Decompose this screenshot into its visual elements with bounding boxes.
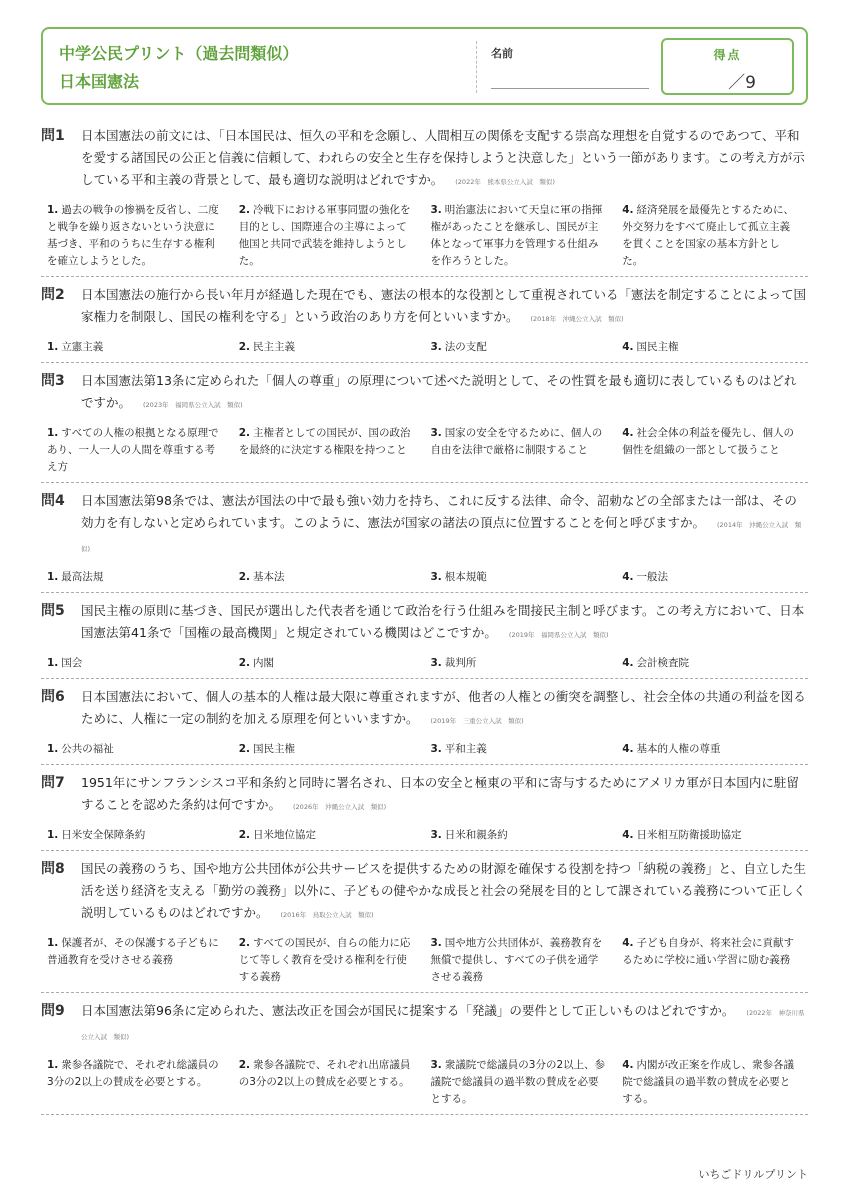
choice-item — [233, 202, 425, 270]
choice-item — [425, 425, 617, 476]
choice-text: 経済発展を最優先とするために、外交努力をすべて廃止して孤立主義を貫くことを国家の基本方針とした。 — [622, 204, 795, 267]
question-item — [41, 277, 808, 363]
choice-text: 明治憲法において天皇に軍の指揮権があったことを継承し、国民が主体となって軍事力を管理する仕組みを作ろうとした。 — [430, 204, 603, 267]
score-value: ／9 — [728, 73, 756, 93]
choice-number: 2. — [238, 1059, 251, 1071]
choice-text: 社会全体の利益を優先し、個人の個性を組織の一部として扱うこと — [622, 427, 795, 456]
choice-text: 衆参各議院で、それぞれ総議員の3分の2以上の賛成を必要とする。 — [47, 1059, 219, 1088]
question-list — [41, 118, 808, 1115]
choice-text: 法の支配 — [444, 341, 487, 353]
choice-item — [425, 202, 617, 270]
choice-item — [616, 425, 808, 476]
choice-text: 根本規範 — [444, 571, 487, 583]
choice-list — [41, 425, 808, 476]
choice-number: 2. — [238, 204, 251, 216]
choice-list — [41, 935, 808, 986]
choice-text: 裁判所 — [444, 657, 477, 669]
choice-text: 内閣 — [253, 657, 275, 669]
choice-item — [425, 569, 617, 586]
question-number: 問3 — [41, 373, 65, 389]
choice-number: 2. — [238, 829, 251, 841]
choice-text: 衆参各議院で、それぞれ出席議員の3分の2以上の賛成を必要とする。 — [238, 1059, 411, 1088]
choice-item — [425, 827, 617, 844]
choice-number: 1. — [47, 743, 59, 755]
question-text: 日本国憲法第98条では、憲法が国法の中で最も強い効力を持ち、これに反する法律、命令、詔勅などの全部または一部は、その効力を有しないと定められています。このように、憲法が国家の諸法の頂点に位置することを何と呼びますか。 — [81, 493, 797, 530]
print-title: 中学公民プリント（過去問類似） — [59, 44, 299, 63]
question-text: 日本国憲法において、個人の基本的人権は最大限に尊重されますが、他者の人権との衝突を調整し、社会全体の共通の利益を図るために、人権に一定の制約を加える原理を何といいますか。 — [81, 689, 806, 726]
choice-number: 4. — [622, 657, 634, 669]
choice-text: 基本法 — [253, 571, 285, 583]
choice-item — [41, 339, 233, 356]
choice-text: 過去の戦争の惨禍を反省し、二度と戦争を繰り返さないという決意に基づき、平和のうちに生存する権利を確立しようとした。 — [47, 204, 219, 267]
choice-number: 1. — [47, 204, 59, 216]
question-source: (2018年 沖縄公立入試 類似) — [530, 315, 624, 323]
footer-brand: いちごドリルプリント — [698, 1168, 808, 1181]
choice-text: 会計検査院 — [636, 657, 690, 669]
choice-number: 2. — [238, 341, 251, 353]
choice-number: 4. — [622, 937, 634, 949]
question-text-block — [81, 1000, 808, 1048]
choice-item — [41, 655, 233, 672]
question-text-block — [81, 284, 808, 330]
choice-number: 1. — [47, 427, 59, 439]
question-source: (2016年 鳥取公立入試 類似) — [280, 911, 374, 919]
choice-item — [41, 741, 233, 758]
choice-item — [233, 741, 425, 758]
choice-number: 4. — [622, 1059, 634, 1071]
choice-number: 2. — [238, 657, 251, 669]
name-label: 名前 — [491, 47, 513, 60]
choice-item — [425, 655, 617, 672]
question-item — [41, 993, 808, 1115]
choice-number: 4. — [622, 204, 634, 216]
choice-item — [616, 655, 808, 672]
choice-text: 公共の福祉 — [61, 743, 114, 755]
choice-item — [425, 1057, 617, 1108]
question-text-block — [81, 125, 808, 193]
choice-item — [616, 339, 808, 356]
choice-number: 4. — [622, 829, 634, 841]
question-source: (2019年 三重公立入試 類似) — [430, 717, 524, 725]
choice-number: 1. — [47, 1059, 59, 1071]
choice-list — [41, 202, 808, 270]
choice-number: 2. — [238, 937, 251, 949]
question-source: (2014年 沖縄公立入試 類似) — [81, 521, 802, 553]
question-text-block — [81, 370, 808, 416]
choice-number: 4. — [622, 571, 634, 583]
choice-text: 日米和親条約 — [444, 829, 508, 841]
choice-item — [616, 569, 808, 586]
choice-text: 民主主義 — [253, 341, 296, 353]
question-source: (2026年 沖縄公立入試 類似) — [293, 803, 387, 811]
choice-item — [41, 202, 233, 270]
question-number: 問4 — [41, 493, 65, 509]
question-source: (2022年 神奈川県公立入試 類似) — [81, 1009, 805, 1041]
print-subtitle: 日本国憲法 — [59, 72, 140, 91]
choice-item — [41, 569, 233, 586]
choice-text: 国家の安全を守るために、個人の自由を法律で厳格に制限すること — [430, 427, 603, 456]
choice-text: 日米地位協定 — [253, 829, 317, 841]
choice-item — [616, 935, 808, 986]
choice-text: すべての国民が、自らの能力に応じて等しく教育を受ける権利を行使する義務 — [238, 937, 411, 983]
question-source: (2023年 福岡県公立入試 類似) — [143, 401, 243, 409]
choice-text: 国会 — [61, 657, 83, 669]
choice-item — [233, 569, 425, 586]
choice-number: 3. — [430, 657, 442, 669]
choice-list — [41, 655, 808, 672]
question-text: 日本国憲法第13条に定められた「個人の尊重」の原理について述べた説明として、その性質を最も適切に表しているものはどれですか。 — [81, 373, 797, 410]
choice-text: 保護者が、その保護する子どもに普通教育を受けさせる義務 — [47, 937, 219, 966]
question-text: 日本国憲法の施行から長い年月が経過した現在でも、憲法の根本的な役割として重視されている「憲法を制定することによって国家権力を制限し、国民の権利を守る」という政治のあり方を何といいますか。 — [81, 287, 807, 324]
choice-number: 4. — [622, 427, 634, 439]
choice-list — [41, 339, 808, 356]
question-text-block — [81, 772, 808, 818]
choice-item — [425, 935, 617, 986]
question-source: (2019年 福岡県公立入試 類似) — [508, 631, 609, 639]
choice-item — [616, 827, 808, 844]
choice-item — [616, 741, 808, 758]
question-source: (2022年 熊本県公立入試 類似) — [455, 178, 555, 186]
choice-number: 2. — [238, 571, 251, 583]
choice-text: 一般法 — [636, 571, 669, 583]
question-text-block — [81, 858, 808, 926]
question-text-block — [81, 490, 808, 560]
choice-item — [233, 425, 425, 476]
choice-text: 国民主権 — [253, 743, 296, 755]
question-number: 問1 — [41, 128, 65, 144]
choice-number: 1. — [47, 829, 59, 841]
choice-text: 主権者としての国民が、国の政治を最終的に決定する権限を持つこと — [238, 427, 411, 456]
choice-number: 3. — [430, 571, 442, 583]
choice-item — [41, 425, 233, 476]
choice-text: 子ども自身が、将来社会に貢献するために学校に通い学習に励む義務 — [622, 937, 795, 966]
choice-item — [616, 1057, 808, 1108]
question-item — [41, 679, 808, 765]
choice-number: 3. — [430, 829, 442, 841]
choice-number: 3. — [430, 204, 442, 216]
choice-text: 内閣が改正案を作成し、衆参各議院で総議員の過半数の賛成を必要とする。 — [622, 1059, 795, 1105]
choice-item — [233, 339, 425, 356]
choice-text: 平和主義 — [444, 743, 487, 755]
question-item — [41, 483, 808, 593]
question-item — [41, 765, 808, 851]
choice-number: 3. — [430, 427, 442, 439]
choice-number: 3. — [430, 743, 442, 755]
choice-number: 2. — [238, 743, 251, 755]
choice-text: 衆議院で総議員の3分の2以上、参議院で総議員の過半数の賛成を必要とする。 — [430, 1059, 606, 1105]
choice-item — [41, 935, 233, 986]
question-text: 日本国憲法第96条に定められた、憲法改正を国会が国民に提案する「発議」の要件として正しいものはどれですか。 — [81, 1003, 735, 1018]
choice-list — [41, 1057, 808, 1108]
choice-text: 日米安全保障条約 — [61, 829, 146, 841]
choice-text: 立憲主義 — [61, 341, 104, 353]
choice-text: 基本的人権の尊重 — [636, 743, 721, 755]
question-text: 1951年にサンフランシスコ平和条約と同時に署名され、日本の安全と極東の平和に寄与するためにアメリカ軍が日本国内に駐留することを認めた条約は何ですか。 — [81, 775, 799, 812]
header-divider — [476, 41, 477, 93]
choice-number: 2. — [238, 427, 251, 439]
question-item — [41, 363, 808, 483]
question-text-block — [81, 686, 808, 732]
choice-text: 最高法規 — [61, 571, 104, 583]
choice-text: すべての人権の根拠となる原理であり、一人一人の人間を尊重する考え方 — [47, 427, 219, 473]
question-number: 問6 — [41, 689, 65, 705]
choice-text: 国民主権 — [636, 341, 679, 353]
choice-text: 日米相互防衛援助協定 — [636, 829, 742, 841]
name-line — [491, 88, 649, 89]
question-item — [41, 118, 808, 277]
choice-text: 冷戦下における軍事同盟の強化を目的とし、国際連合の主導によって他国と共同で武装を維持しようとした。 — [238, 204, 411, 267]
choice-item — [425, 339, 617, 356]
choice-text: 国や地方公共団体が、義務教育を無償で提供し、すべての子供を通学させる義務 — [430, 937, 603, 983]
question-number: 問5 — [41, 603, 65, 619]
question-text: 国民主権の原則に基づき、国民が選出した代表者を通じて政治を行う仕組みを間接民主制と呼びます。この考え方において、日本国憲法第41条で「国権の最高機関」と規定されている機関はどこですか。 — [81, 603, 805, 640]
choice-number: 1. — [47, 341, 59, 353]
choice-item — [41, 1057, 233, 1108]
choice-item — [233, 827, 425, 844]
choice-number: 1. — [47, 571, 59, 583]
question-text-block — [81, 600, 808, 646]
choice-item — [233, 1057, 425, 1108]
question-item — [41, 851, 808, 993]
choice-number: 3. — [430, 937, 442, 949]
choice-item — [425, 741, 617, 758]
header-box — [41, 27, 808, 105]
choice-number: 4. — [622, 743, 634, 755]
choice-number: 3. — [430, 1059, 442, 1071]
choice-item — [233, 655, 425, 672]
choice-number: 4. — [622, 341, 634, 353]
choice-item — [616, 202, 808, 270]
choice-list — [41, 741, 808, 758]
question-text: 日本国憲法の前文には、「日本国民は、恒久の平和を念願し、人間相互の関係を支配する崇高な理想を自覚するのであつて、平和を愛する諸国民の公正と信義に信頼して、われらの安全と生存を保持しようと決意した」という一節があります。この考え方が示している平和主義の背景として、最も適切な説明はどれですか。 — [81, 128, 805, 187]
question-number: 問9 — [41, 1003, 65, 1019]
question-number: 問7 — [41, 775, 65, 791]
question-number: 問8 — [41, 861, 65, 877]
score-label: 得点 — [713, 48, 742, 62]
question-text: 国民の義務のうち、国や地方公共団体が公共サービスを提供するための財源を確保する役割を持つ「納税の義務」と、自立した生活を送り経済を支える「勤労の義務」以外に、子どもの健やかな成長と社会の発展を目的として課されている義務について正しく説明しているものはどれですか。 — [81, 861, 807, 920]
choice-item — [41, 827, 233, 844]
choice-list — [41, 569, 808, 586]
choice-list — [41, 827, 808, 844]
choice-number: 3. — [430, 341, 442, 353]
choice-item — [233, 935, 425, 986]
choice-number: 1. — [47, 657, 59, 669]
question-number: 問2 — [41, 287, 65, 303]
score-box — [661, 38, 794, 95]
choice-number: 1. — [47, 937, 59, 949]
question-item — [41, 593, 808, 679]
